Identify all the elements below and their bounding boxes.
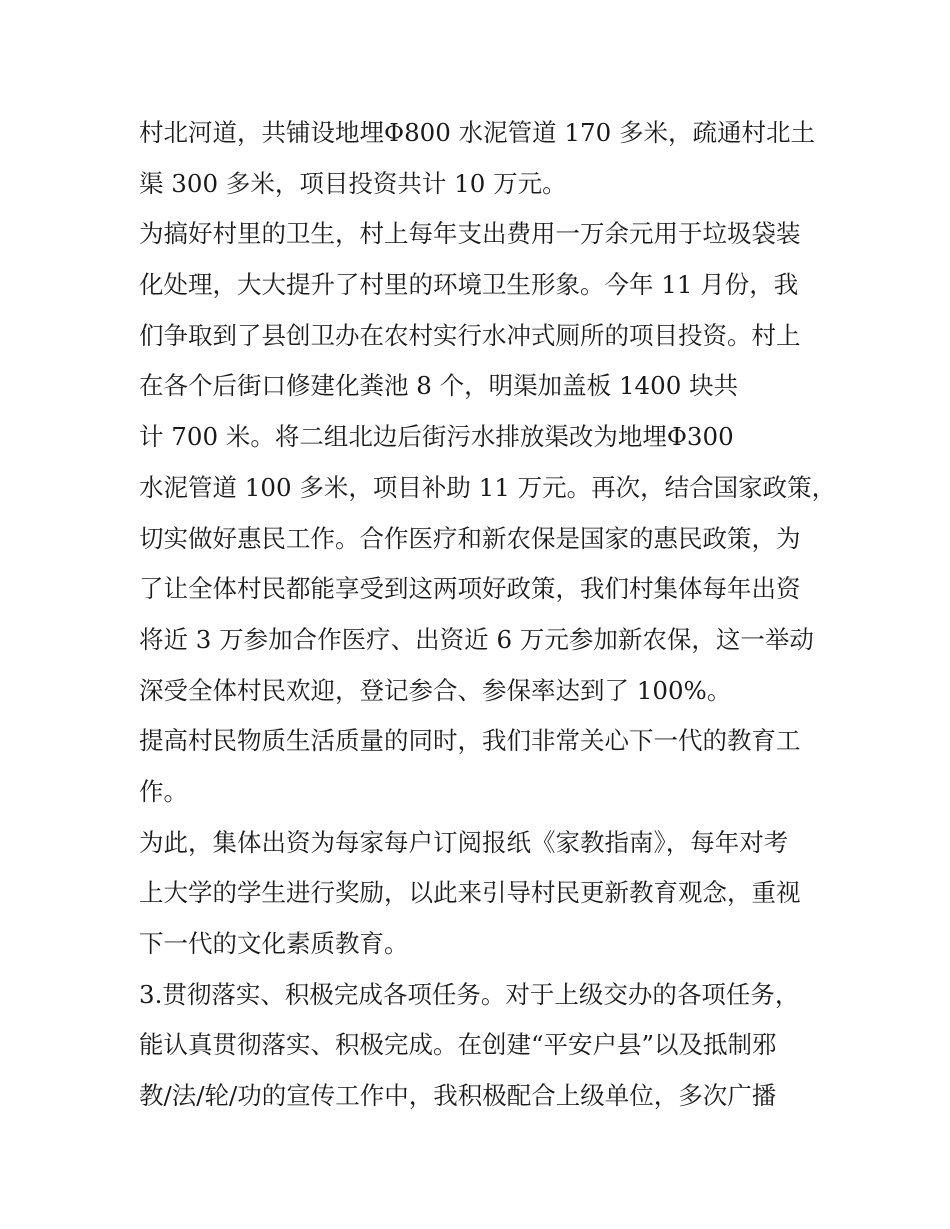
text-line: 下一代的文化素质教育。 xyxy=(139,929,409,958)
text-line: 作。 xyxy=(139,776,188,806)
text-line: 将近 3 万参加合作医疗、出资近 6 万元参加新农保，这一举动 xyxy=(139,624,814,654)
text-line: 了让全体村民都能享受到这两项好政策，我们村集体每年出资 xyxy=(139,574,801,604)
text-line: 为此，集体出资为每家每户订阅报纸《家教指南》，每年对考 xyxy=(139,827,789,857)
text-line: 上大学的学生进行奖励，以此来引导村民更新教育观念，重视 xyxy=(139,878,801,908)
text-line: 提高村民物质生活质量的同时，我们非常关心下一代的教育工 xyxy=(139,726,801,756)
text-line: 教/法/轮/功的宣传工作中，我积极配合上级单位，多次广播 xyxy=(139,1081,777,1111)
text-line: 渠 300 多米，项目投资共计 10 万元。 xyxy=(139,168,567,198)
text-line: 水泥管道 100 多米，项目补助 11 万元。再次，结合国家政策， xyxy=(139,472,837,502)
text-line: 村北河道，共铺设地埋Φ800 水泥管道 170 多米，疏通村北土 xyxy=(139,118,815,147)
text-line: 为搞好村里的卫生，村上每年支出费用一万余元用于垃圾袋装 xyxy=(139,219,801,249)
text-line: 深受全体村民欢迎，登记参合、参保率达到了 100%。 xyxy=(139,675,732,705)
text-line: 3.贯彻落实、积极完成各项任务。对于上级交办的各项任务， xyxy=(139,979,800,1009)
text-line: 在各个后街口修建化粪池 8 个，明渠加盖板 1400 块共 xyxy=(139,371,739,401)
text-line: 们争取到了县创卫办在农村实行水冲式厕所的项目投资。村上 xyxy=(139,320,801,350)
text-line: 化处理，大大提升了村里的环境卫生形象。今年 11 月份，我 xyxy=(139,270,799,300)
body-text xyxy=(139,108,837,1122)
text-line: 计 700 米。将二组北边后街污水排放渠改为地埋Φ300 xyxy=(139,422,734,452)
text-line: 能认真贯彻落实、积极完成。在创建“平安户县”以及抵制邪 xyxy=(139,1030,777,1060)
text-line: 切实做好惠民工作。合作医疗和新农保是国家的惠民政策，为 xyxy=(139,523,801,553)
